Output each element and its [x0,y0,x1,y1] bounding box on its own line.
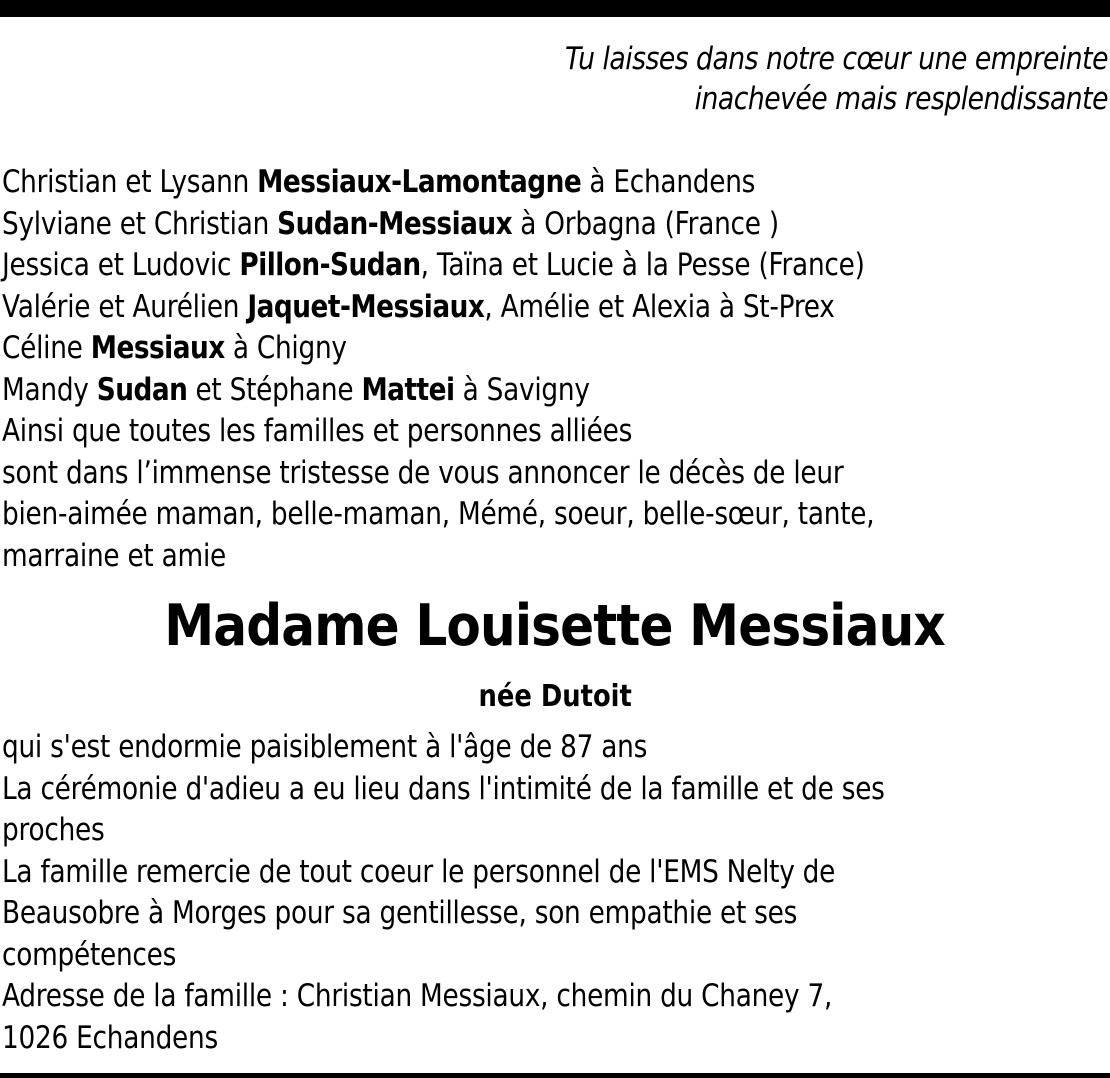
family-surname: Sudan-Messiaux [277,205,513,242]
bottom-border-rule [0,1073,1110,1078]
announcement-line: bien-aimée maman, belle-maman, Mémé, soeur, belle-sœur, tante, [2,496,875,532]
details-line: La cérémonie d'adieu a eu lieu dans l'intimité de la famille et de ses [2,770,885,807]
family-surname: Messiaux-Lamontagne [257,164,582,200]
family-surname: Jaquet-Messiaux [247,288,485,325]
quote-line: inachevée mais resplendissante [694,81,1108,117]
family-line: Mandy Sudan et Stéphane Mattei à Savigny [2,371,590,408]
family-line: Jessica et Ludovic Pillon-Sudan, Taïna et Lucie à la Pesse (France) [2,247,865,283]
family-surname: Pillon-Sudan [239,247,421,283]
details-text [2,727,1073,1059]
details-line: qui s'est endormie paisiblement à l'âge de 87 ans [2,729,648,765]
details-line: Adresse de la famille : Christian Messiaux, chemin du Chaney 7, [2,978,833,1014]
family-list [2,162,1073,411]
details-line: La famille remercie de tout coeur le personnel de l'EMS Nelty de [2,853,836,890]
family-line: Sylviane et Christian Sudan-Messiaux à Orbagna (France ) [2,205,779,242]
deceased-name: Madame Louisette Messiaux [164,593,946,659]
details-line: proches [2,812,105,848]
details-line: 1026 Echandens [2,1019,218,1056]
quote-line: Tu laisses dans notre cœur une empreinte [565,41,1108,77]
maiden-name: née Dutoit [478,679,632,714]
family-line: Christian et Lysann Messiaux-Lamontagne à Echandens [2,164,756,200]
family-line: Céline Messiaux à Chigny [2,330,347,366]
family-surname: Messiaux [90,330,225,366]
epigraph-quote [334,39,1108,119]
details-line: compétences [2,936,177,973]
announcement-line: Ainsi que toutes les familles et personnes alliées [2,413,633,449]
announcement-line: sont dans l’immense tristesse de vous annoncer le décès de leur [2,454,844,491]
family-surname: Mattei [361,371,455,408]
announcement-line: marraine et amie [2,537,226,574]
top-border-rule [0,0,1110,17]
family-line: Valérie et Aurélien Jaquet-Messiaux, Amélie et Alexia à St-Prex [2,288,835,325]
details-line: Beausobre à Morges pour sa gentillesse, son empathie et ses [2,895,798,931]
family-surname: Sudan [96,371,188,408]
announcement-text [2,411,1073,577]
